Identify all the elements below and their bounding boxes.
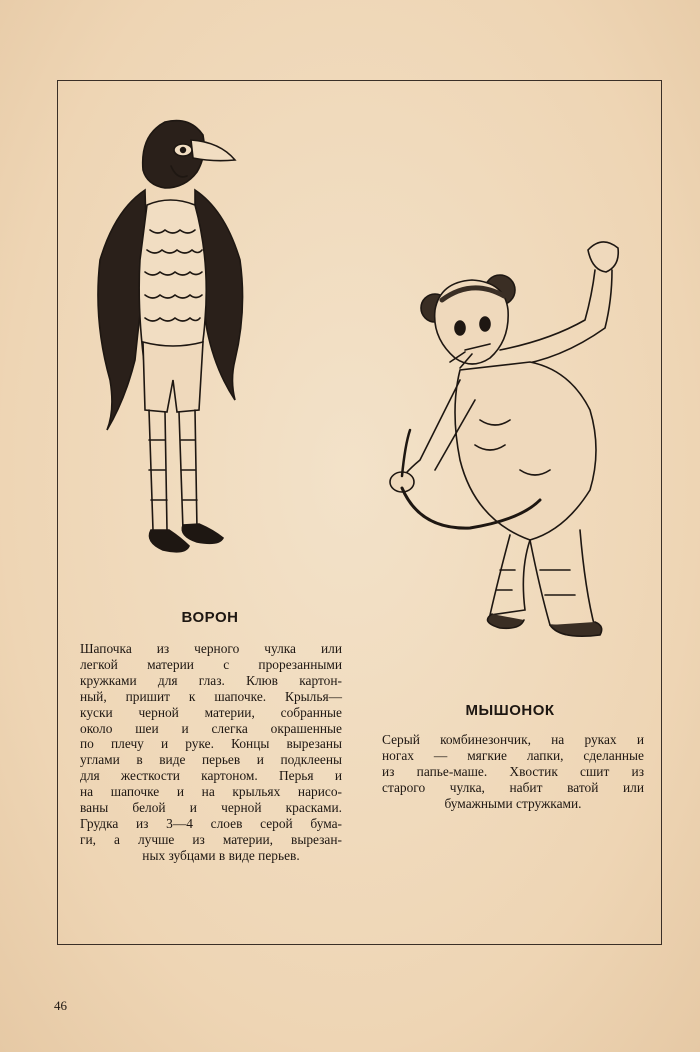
raven-description: [80, 641, 342, 864]
raven-line: около шеи и слегка окрашенные: [80, 720, 342, 736]
raven-line: Грудка из 3—4 слоев серой бума-: [80, 815, 342, 831]
mouse-description: [382, 732, 644, 812]
raven-line: Шапочка из черного чулка или: [80, 641, 342, 656]
raven-line: ги, а лучше из материи, вырезан-: [80, 831, 342, 847]
raven-line: для жесткости картоном. Перья и: [80, 768, 342, 784]
mouse-line: старого чулка, набит ватой или: [382, 779, 644, 795]
raven-line: на шапочке и на крыльях нарисо-: [80, 784, 342, 800]
mouse-costume-illustration: [380, 230, 650, 650]
mouse-line: из папье-маше. Хвостик сшит из: [382, 763, 644, 779]
raven-line: куски черной материи, собранные: [80, 704, 342, 720]
mouse-title: МЫШОНОК: [465, 702, 555, 719]
mouse-line: бумажными стружками.: [444, 795, 582, 811]
raven-title: ВОРОН: [181, 609, 239, 626]
raven-line: ваны белой и черной красками.: [80, 800, 342, 816]
raven-line: углами в виде перьев и подклеены: [80, 752, 342, 768]
mouse-line: ногах — мягкие лапки, сделанные: [382, 747, 644, 763]
raven-line: легкой материи с прорезанными: [80, 656, 342, 672]
page-number: 46: [54, 998, 67, 1013]
raven-line: по плечу и руке. Концы вырезаны: [80, 736, 342, 752]
raven-costume-illustration: [85, 110, 265, 570]
mouse-line: Серый комбинезончик, на руках и: [382, 732, 644, 747]
raven-line: кружками для глаз. Клюв картон-: [80, 672, 342, 688]
raven-line: ных зубцами в виде перьев.: [142, 847, 300, 863]
raven-line: ный, пришит к шапочке. Крылья—: [80, 688, 342, 704]
